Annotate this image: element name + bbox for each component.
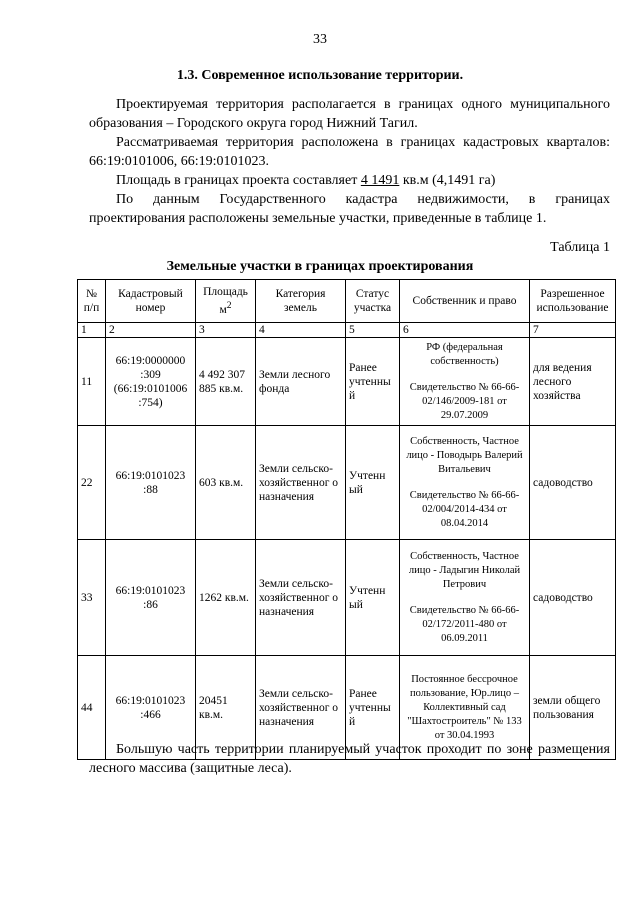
- owner-text: Постоянное бессрочное пользование, Юр.лицо – Коллективный сад "Шахтостроитель" № 133 от 30.04.1993: [407, 673, 522, 741]
- body-text: [89, 95, 610, 228]
- closing-text: [89, 740, 610, 778]
- cell-cadastral: 66:19:0101023 :466: [106, 656, 196, 760]
- col-number: 3: [196, 323, 256, 338]
- header-area: Площадь $м^2$: [196, 280, 256, 323]
- cell-num: 44: [78, 656, 106, 760]
- cell-status: Учтенн ый: [346, 540, 400, 656]
- cell-cadastral: 66:19:0000000 :309 (66:19:0101006 :754): [106, 338, 196, 426]
- table-row: [78, 540, 616, 656]
- paragraph-1: Проектируемая территория располагается в границах одного муниципального образования – Городского округа город Нижний Тагил.: [89, 97, 610, 131]
- certificate-text: Свидетельство № 66-66-02/004/2014-434 от 08.04.2014: [409, 489, 520, 529]
- cell-cadastral: 66:19:0101023 :88: [106, 426, 196, 540]
- table-row: [78, 338, 616, 426]
- cell-num: 11: [78, 338, 106, 426]
- cell-category: Земли сельско-хозяйственног о назначения: [256, 656, 346, 760]
- cell-owner: [400, 540, 530, 656]
- header-num: № п/п: [78, 280, 106, 323]
- cell-status: Ранее учтенны й: [346, 656, 400, 760]
- certificate-text: Свидетельство № 66-66-02/146/2009-181 от 29.07.2009: [409, 381, 520, 421]
- cell-area: 4 492 307 885 кв.м.: [196, 338, 256, 426]
- cell-status: Учтенн ый: [346, 426, 400, 540]
- cell-owner: [400, 426, 530, 540]
- cell-category: Земли сельско-хозяйственног о назначения: [256, 426, 346, 540]
- header-area-sup: 2: [226, 300, 232, 312]
- col-number: 2: [106, 323, 196, 338]
- page-number: 33: [313, 32, 327, 47]
- table-title: Земельные участки в границах проектирования: [166, 259, 474, 274]
- owner-text: Собственность, Частное лицо - Поводырь Валерий Витальевич: [406, 435, 523, 475]
- paragraph-2: Рассматриваемая территория расположена в границах кадастровых кварталов: 66:19:0101006, 66:19:0101023.: [89, 135, 610, 169]
- table-header-row: [78, 280, 616, 323]
- closing-paragraph: Большую часть территории планируемый участок проходит по зоне размещения лесного массива (защитные леса).: [89, 742, 610, 776]
- cell-category: Земли лесного фонда: [256, 338, 346, 426]
- table-caption: Таблица 1: [550, 240, 610, 255]
- section-title: 1.3. Современное использование территории.: [176, 68, 464, 83]
- header-cadastral: Кадастровый номер: [106, 280, 196, 323]
- owner-text: Собственность, Частное лицо - Ладыгин Николай Петрович: [408, 550, 521, 590]
- table-row: [78, 426, 616, 540]
- cell-usage: земли общего пользования: [530, 656, 616, 760]
- col-number: 6: [400, 323, 530, 338]
- paragraph-3: [89, 171, 610, 190]
- header-category: Категория земель: [256, 280, 346, 323]
- col-number: 5: [346, 323, 400, 338]
- cell-num: 22: [78, 426, 106, 540]
- column-number-row: [78, 323, 616, 338]
- area-value: 4 1491: [360, 173, 400, 188]
- col-number: 7: [530, 323, 616, 338]
- cell-status: Ранее учтенны й: [346, 338, 400, 426]
- header-status: Статус участка: [346, 280, 400, 323]
- cell-cadastral: 66:19:0101023 :86: [106, 540, 196, 656]
- area-text-after: кв.м (4,1491 га): [399, 173, 496, 188]
- cell-category: Земли сельско-хозяйственног о назначения: [256, 540, 346, 656]
- cell-owner: [400, 338, 530, 426]
- paragraph-4: По данным Государственного кадастра недвижимости, в границах проектирования расположены земельные участки, приведенные в таблице 1.: [89, 192, 610, 226]
- owner-text: РФ (федеральная собственность): [426, 341, 503, 367]
- header-usage: Разрешенное использование: [530, 280, 616, 323]
- certificate-text: Свидетельство № 66-66-02/172/2011-480 от 06.09.2011: [409, 604, 520, 644]
- cell-usage: садоводство: [530, 426, 616, 540]
- cell-num: 33: [78, 540, 106, 656]
- land-plots-table: [77, 279, 616, 760]
- cell-usage: садоводство: [530, 540, 616, 656]
- area-text-before: Площадь в границах проекта составляет: [116, 173, 361, 188]
- cell-area: 1262 кв.м.: [196, 540, 256, 656]
- cell-area: 20451 кв.м.: [196, 656, 256, 760]
- col-number: 1: [78, 323, 106, 338]
- header-owner: Собственник и право: [400, 280, 530, 323]
- cell-usage: для ведения лесного хозяйства: [530, 338, 616, 426]
- cell-area: 603 кв.м.: [196, 426, 256, 540]
- col-number: 4: [256, 323, 346, 338]
